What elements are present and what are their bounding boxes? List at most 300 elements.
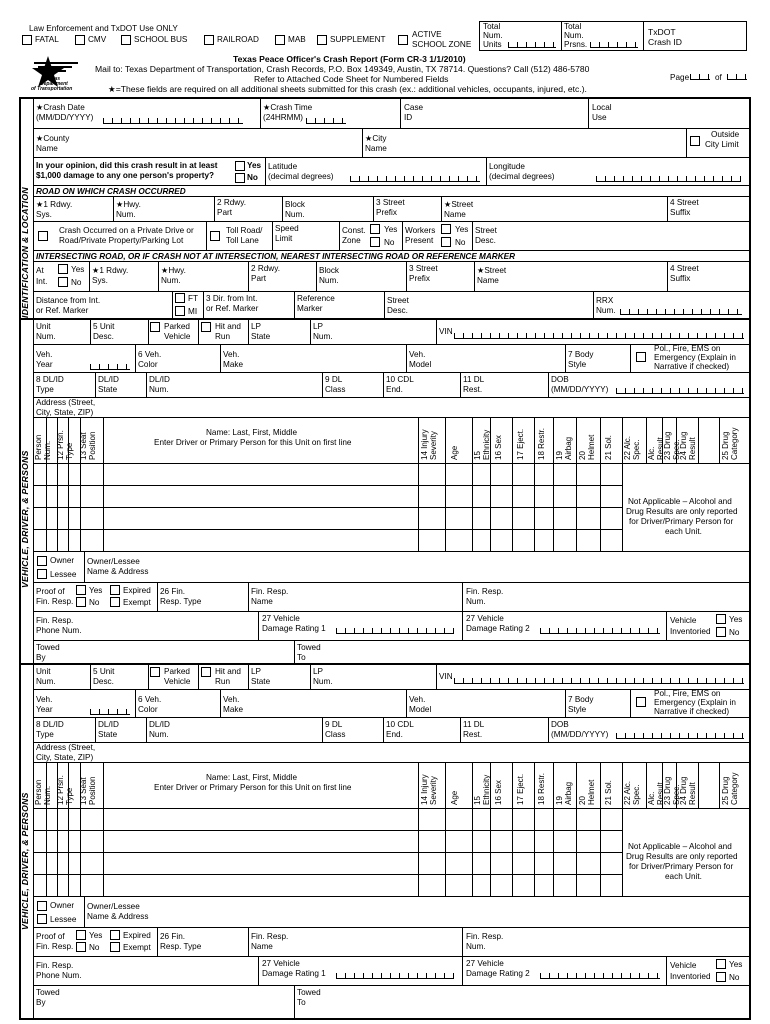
- rdwy-part-label-2: Part: [217, 208, 233, 217]
- int-prefix-label-2: Prefix: [409, 274, 430, 283]
- towed-to-label-2: To: [297, 653, 306, 662]
- school-bus-checkbox[interactable]: [121, 35, 131, 45]
- hit-and-run-checkbox[interactable]: [201, 322, 211, 332]
- damage-rating-2-label: 27 Vehicle: [466, 959, 504, 968]
- towed-by-label: Towed: [36, 988, 60, 997]
- lessee-checkbox[interactable]: [37, 569, 47, 579]
- emergency-label-2: Emergency (Explain in: [654, 698, 736, 707]
- hit-and-run-checkbox[interactable]: [201, 667, 211, 677]
- railroad-label: RAILROAD: [217, 35, 259, 44]
- crash-time-format: (24HRMM): [263, 113, 304, 122]
- damage-no-label: No: [247, 173, 258, 182]
- street-desc-label-2: Desc.: [475, 236, 496, 245]
- damage-rating-1-input[interactable]: [336, 628, 454, 634]
- dir-from-int-label: 3 Dir. from Int.: [206, 294, 258, 303]
- damage-rating-2-input[interactable]: [540, 973, 660, 979]
- name-header-2: Enter Driver or Primary Person for this Unit on first line: [154, 438, 352, 447]
- dl-rest-label-2: Rest.: [463, 385, 483, 394]
- proof-fin-label-2: Fin. Resp.: [36, 942, 74, 951]
- proof-yes-checkbox[interactable]: [76, 930, 86, 940]
- mab-label: MAB: [288, 35, 306, 44]
- at-int-yes-label: Yes: [71, 265, 85, 274]
- lp-state-label-2: State: [251, 677, 271, 686]
- damage-yes-checkbox[interactable]: [235, 161, 245, 171]
- fin-resp-num-label-2: Num.: [466, 597, 486, 606]
- col-alc-spec: 22 Alc. Spec.: [623, 435, 641, 460]
- longitude-label: Longitude: [489, 162, 525, 171]
- emergency-label: Pol., Fire, EMS on: [654, 344, 721, 353]
- cdl-end-label: 10 CDL: [386, 720, 414, 729]
- ref-marker-label-2: Marker: [297, 304, 323, 313]
- col-drug-result: 24 Drug Result: [679, 776, 697, 805]
- txdot-crash-id-label-2: Crash ID: [648, 37, 682, 47]
- inventoried-yes-label: Yes: [729, 615, 743, 624]
- private-property-label: Crash Occurred on a Private Drive or: [59, 226, 194, 235]
- damage-rating-2-label-2: Damage Rating 2: [466, 624, 530, 633]
- inventoried-label: Vehicle: [670, 961, 697, 970]
- col-drug-result: 24 Drug Result: [679, 431, 697, 460]
- name-header-2: Enter Driver or Primary Person for this Unit on first line: [154, 783, 352, 792]
- owner-checkbox[interactable]: [37, 556, 47, 566]
- emergency-checkbox[interactable]: [636, 697, 646, 707]
- crash-time-label: ★Crash Time: [263, 103, 313, 112]
- total-units-input[interactable]: [508, 42, 556, 48]
- rrx-label-2: Num.: [596, 306, 616, 315]
- col-alc-result: Alc. Result: [647, 437, 665, 460]
- damage-yes-label: Yes: [247, 161, 262, 170]
- veh-make-label-2: Make: [223, 705, 244, 714]
- speed-limit-label-2: Limit: [275, 234, 293, 243]
- col-seat-position: 13 Seat Position: [79, 431, 97, 460]
- veh-year-label: Veh.: [36, 695, 53, 704]
- vehicle-side-label-1: VEHICLE, DRIVER, & PERSONS: [20, 450, 30, 588]
- int-prefix-label: 3 Street: [409, 264, 438, 273]
- exempt-label: Exempt: [123, 943, 151, 952]
- parked-vehicle-checkbox[interactable]: [150, 322, 160, 332]
- const-zone-label-2: Zone: [342, 236, 361, 245]
- not-applicable-note-4: each Unit.: [665, 527, 702, 536]
- proof-yes-label: Yes: [89, 586, 103, 595]
- cmv-label: CMV: [88, 35, 107, 44]
- not-applicable-note-3: for Driver/Primary Person for: [629, 517, 734, 526]
- veh-color-label: 6 Veh.: [138, 350, 162, 359]
- veh-model-label: Veh.: [409, 350, 426, 359]
- rrx-label: RRX: [596, 296, 614, 305]
- dl-class-label-2: Class: [325, 385, 346, 394]
- damage-rating-2-label: 27 Vehicle: [466, 614, 504, 623]
- col-sex: 16 Sex: [494, 435, 503, 460]
- total-persons-label: Total: [564, 22, 582, 31]
- veh-model-label-2: Model: [409, 705, 432, 714]
- address-label-2: City, State, ZIP): [36, 408, 94, 417]
- name-header: Name: Last, First, Middle: [206, 428, 297, 437]
- veh-year-input[interactable]: [90, 364, 130, 370]
- proof-no-label: No: [89, 598, 100, 607]
- col-age: Age: [450, 445, 459, 460]
- exempt-checkbox[interactable]: [110, 597, 120, 607]
- page-label: Page: [670, 73, 690, 82]
- lessee-checkbox[interactable]: [37, 914, 47, 924]
- parked-label: Parked: [164, 667, 190, 676]
- veh-year-input[interactable]: [90, 709, 130, 715]
- int-hwy-label-2: Num.: [161, 276, 181, 285]
- rdwy-sys-label-2: Sys.: [36, 210, 52, 219]
- vehicle-side-label-2: VEHICLE, DRIVER, & PERSONS: [20, 792, 30, 930]
- damage-rating-1-label: 27 Vehicle: [262, 614, 300, 623]
- active-school-zone-checkbox[interactable]: [398, 35, 408, 45]
- toll-road-label-2: Toll Lane: [226, 236, 259, 245]
- int-rdwy-sys-label-2: Sys.: [92, 276, 108, 285]
- dl-type-label: 8 DL/ID: [36, 375, 64, 384]
- workers-yes-checkbox[interactable]: [441, 224, 451, 234]
- damage-rating-2-input[interactable]: [540, 628, 660, 634]
- fin-phone-label-2: Phone Num.: [36, 626, 82, 635]
- col-eject: 17 Eject.: [516, 428, 525, 460]
- hwy-num-label-2: Num.: [116, 210, 136, 219]
- not-applicable-note-3: for Driver/Primary Person for: [629, 862, 734, 871]
- exempt-label: Exempt: [123, 598, 151, 607]
- not-applicable-note: Not Applicable – Alcohol and: [628, 497, 732, 506]
- street-name-label-2: Name: [444, 210, 466, 219]
- expired-label: Expired: [123, 586, 151, 595]
- fin-resp-type-label: 26 Fin.: [160, 932, 186, 941]
- int-block-label: Block: [319, 266, 340, 275]
- at-int-yes-checkbox[interactable]: [58, 264, 68, 274]
- street-suffix-label: 4 Street: [670, 198, 699, 207]
- fin-resp-name-label-2: Name: [251, 942, 273, 951]
- veh-year-label-2: Year: [36, 705, 53, 714]
- int-street-desc-label-2: Desc.: [387, 306, 408, 315]
- dl-class-label: 9 DL: [325, 375, 343, 384]
- fin-phone-label: Fin. Resp.: [36, 961, 74, 970]
- total-units-label-3: Units: [483, 40, 502, 49]
- workers-present-label-2: Present: [405, 236, 434, 245]
- hit-run-label: Hit and: [215, 667, 241, 676]
- col-age: Age: [450, 790, 459, 805]
- hit-run-label-2: Run: [215, 332, 231, 341]
- dl-rest-label-2: Rest.: [463, 730, 483, 739]
- intersecting-road-header: INTERSECTING ROAD, OR IF CRASH NOT AT INTERSECTION, NEAREST INTERSECTING ROAD OR REFERENCE MARKER: [36, 252, 515, 261]
- damage-no-checkbox[interactable]: [235, 173, 245, 183]
- proof-fin-label: Proof of: [36, 932, 65, 941]
- case-id-label: Case: [404, 103, 424, 112]
- vin-input[interactable]: [454, 333, 744, 339]
- street-name-label: ★Street: [444, 200, 474, 209]
- not-applicable-note-2: Drug Results are only reported: [626, 852, 738, 861]
- crash-date-label: ★Crash Date: [36, 103, 85, 112]
- col-drug-category: 25 Drug Category: [721, 772, 739, 805]
- not-applicable-note: Not Applicable – Alcohol and: [628, 842, 732, 851]
- owner-checkbox[interactable]: [37, 901, 47, 911]
- use-only-label: Law Enforcement and TxDOT Use ONLY: [29, 24, 178, 33]
- dl-type-label: 8 DL/ID: [36, 720, 64, 729]
- dl-num-label-2: Num.: [149, 730, 169, 739]
- vin-label: VIN: [439, 672, 453, 681]
- fin-resp-name-label: Fin. Resp.: [251, 587, 289, 596]
- vin-label: VIN: [439, 327, 453, 336]
- cdl-end-label-2: End.: [386, 730, 403, 739]
- const-zone-yes-label: Yes: [384, 225, 398, 234]
- damage-question: In your opinion, did this crash result in at least: [36, 161, 218, 170]
- road-section-header: ROAD ON WHICH CRASH OCCURRED: [36, 187, 186, 196]
- fin-resp-num-label: Fin. Resp.: [466, 587, 504, 596]
- proof-yes-checkbox[interactable]: [76, 585, 86, 595]
- ref-marker-label: Reference: [297, 294, 335, 303]
- veh-make-label: Veh.: [223, 350, 240, 359]
- case-id-label-2: ID: [404, 113, 413, 122]
- cdl-end-label: 10 CDL: [386, 375, 414, 384]
- fin-resp-name-label-2: Name: [251, 597, 273, 606]
- unit-desc-label: 5 Unit: [93, 667, 115, 676]
- veh-model-label-2: Model: [409, 360, 432, 369]
- dob-label: DOB: [551, 720, 569, 729]
- rrx-input[interactable]: [620, 309, 742, 315]
- lp-num-label: LP: [313, 667, 324, 676]
- at-int-label: At: [36, 266, 44, 275]
- distance-label: Distance from Int.: [36, 296, 101, 305]
- speed-limit-label: Speed: [275, 224, 299, 233]
- mi-label: MI: [188, 307, 198, 316]
- col-restr: 18 Restr.: [537, 427, 546, 460]
- mi-checkbox[interactable]: [175, 306, 185, 316]
- street-desc-label: Street: [475, 226, 497, 235]
- at-int-no-checkbox[interactable]: [58, 277, 68, 287]
- const-zone-no-checkbox[interactable]: [370, 237, 380, 247]
- page-num-input[interactable]: [690, 74, 710, 80]
- railroad-checkbox[interactable]: [204, 35, 214, 45]
- expired-checkbox[interactable]: [110, 585, 120, 595]
- fin-resp-type-label: 26 Fin.: [160, 587, 186, 596]
- logo-text-3: of Transportation: [31, 86, 73, 92]
- fatal-checkbox[interactable]: [22, 35, 32, 45]
- unit-num-label: Unit: [36, 667, 51, 676]
- inventoried-no-checkbox[interactable]: [716, 627, 726, 637]
- fin-resp-num-label: Fin. Resp.: [466, 932, 504, 941]
- logo-text-2: Department: [40, 81, 68, 87]
- damage-rating-1-label: 27 Vehicle: [262, 959, 300, 968]
- owner-lessee-label: Owner/Lessee: [87, 902, 140, 911]
- block-num-label-2: Num.: [285, 210, 305, 219]
- toll-road-checkbox[interactable]: [210, 231, 220, 241]
- parked-label-2: Vehicle: [164, 332, 191, 341]
- dob-input[interactable]: [616, 733, 744, 739]
- dl-state-label: DL/ID: [98, 720, 119, 729]
- longitude-input[interactable]: [596, 176, 741, 182]
- expired-checkbox[interactable]: [110, 930, 120, 940]
- emergency-label: Pol., Fire, EMS on: [654, 689, 721, 698]
- col-alc-spec: 22 Alc. Spec.: [623, 780, 641, 805]
- unit-num-label-2: Num.: [36, 677, 56, 686]
- mab-checkbox[interactable]: [275, 35, 285, 45]
- vin-input[interactable]: [454, 678, 744, 684]
- int-rdwy-sys-label: ★1 Rdwy.: [92, 266, 129, 275]
- damage-rating-1-label-2: Damage Rating 1: [262, 969, 326, 978]
- school-bus-label: SCHOOL BUS: [134, 35, 188, 44]
- dl-rest-label: 11 DL: [463, 375, 485, 384]
- int-suffix-label-2: Suffix: [670, 274, 691, 283]
- hit-run-label-2: Run: [215, 677, 231, 686]
- int-rdwy-part-label: 2 Rdwy.: [251, 264, 280, 273]
- toll-road-label: Toll Road/: [226, 226, 263, 235]
- const-zone-yes-checkbox[interactable]: [370, 224, 380, 234]
- block-num-label: Block: [285, 200, 306, 209]
- lp-num-label-2: Num.: [313, 332, 333, 341]
- distance-label-2: or Ref. Marker: [36, 306, 89, 315]
- street-prefix-label: 3 Street: [376, 198, 405, 207]
- damage-rating-1-input[interactable]: [336, 973, 454, 979]
- owner-lessee-label-2: Name & Address: [87, 567, 149, 576]
- fin-phone-label: Fin. Resp.: [36, 616, 74, 625]
- parked-vehicle-checkbox[interactable]: [150, 667, 160, 677]
- col-seat-position: 13 Seat Position: [79, 776, 97, 805]
- address-label-2: City, State, ZIP): [36, 753, 94, 762]
- hit-run-label: Hit and: [215, 322, 241, 331]
- latitude-label: Latitude: [268, 162, 298, 171]
- col-eject: 17 Eject.: [516, 773, 525, 805]
- dl-state-label: DL/ID: [98, 375, 119, 384]
- lp-state-label: LP: [251, 667, 262, 676]
- col-sex: 16 Sex: [494, 780, 503, 805]
- unit-desc-label: 5 Unit: [93, 322, 115, 331]
- col-airbag: 19 Airbag: [555, 436, 573, 460]
- logo-text-1: Texas: [46, 76, 60, 82]
- dob-label-2: (MM/DD/YYYY): [551, 385, 609, 394]
- ft-label: FT: [188, 294, 199, 303]
- county-name-label: Name: [36, 144, 58, 153]
- veh-model-label: Veh.: [409, 695, 426, 704]
- lp-state-label-2: State: [251, 332, 271, 341]
- outside-city-label: Outside: [711, 130, 740, 139]
- inventoried-label: Vehicle: [670, 616, 697, 625]
- body-style-label-2: Style: [568, 705, 587, 714]
- refer-note: Refer to Attached Code Sheet for Numbered Fields: [254, 74, 449, 84]
- parked-label-2: Vehicle: [164, 677, 191, 686]
- ft-checkbox[interactable]: [175, 293, 185, 303]
- const-zone-no-label: No: [384, 238, 395, 247]
- emergency-checkbox[interactable]: [636, 352, 646, 362]
- supplement-label: SUPPLEMENT: [330, 35, 386, 44]
- dl-type-label-2: Type: [36, 730, 54, 739]
- total-units-label: Total: [483, 22, 501, 31]
- crash-date-format: (MM/DD/YYYY): [36, 113, 94, 122]
- fin-resp-name-label: Fin. Resp.: [251, 932, 289, 941]
- inventoried-no-checkbox[interactable]: [716, 972, 726, 982]
- inventoried-yes-checkbox[interactable]: [716, 614, 726, 624]
- school-zone-label: SCHOOL ZONE: [412, 40, 472, 49]
- cdl-end-label-2: End.: [386, 385, 403, 394]
- lp-state-label: LP: [251, 322, 262, 331]
- emergency-label-2: Emergency (Explain in: [654, 353, 736, 362]
- dob-label-2: (MM/DD/YYYY): [551, 730, 609, 739]
- veh-year-label: Veh.: [36, 350, 53, 359]
- lessee-label: Lessee: [50, 915, 77, 924]
- col-helmet: 20 Helmet: [578, 779, 596, 805]
- veh-make-label-2: Make: [223, 360, 244, 369]
- col-sol: 21 Sol.: [604, 435, 613, 460]
- unit-desc-label-2: Desc.: [93, 677, 114, 686]
- active-label: ACTIVE: [412, 30, 442, 39]
- int-street-label: ★Street: [477, 266, 507, 275]
- crash-time-input[interactable]: [306, 118, 346, 124]
- body-style-label: 7 Body: [568, 695, 594, 704]
- emergency-label-3: Narrative if checked): [654, 707, 730, 716]
- fatal-label: FATAL: [35, 35, 59, 44]
- workers-no-checkbox[interactable]: [441, 237, 451, 247]
- col-helmet: 20 Helmet: [578, 434, 596, 460]
- dl-num-label-2: Num.: [149, 385, 169, 394]
- lp-num-label: LP: [313, 322, 324, 331]
- owner-lessee-label-2: Name & Address: [87, 912, 149, 921]
- at-int-no-label: No: [71, 278, 82, 287]
- towed-by-label: Towed: [36, 643, 60, 652]
- dob-label: DOB: [551, 375, 569, 384]
- veh-make-label: Veh.: [223, 695, 240, 704]
- dl-state-label-2: State: [98, 730, 118, 739]
- proof-no-checkbox[interactable]: [76, 597, 86, 607]
- latitude-input[interactable]: [350, 176, 480, 182]
- total-persons-label-2: Num.: [564, 31, 584, 40]
- fin-phone-label-2: Phone Num.: [36, 971, 82, 980]
- int-block-label-2: Num.: [319, 276, 339, 285]
- id-location-side-label: IDENTIFICATION & LOCATION: [20, 187, 30, 318]
- int-suffix-label: 4 Street: [670, 264, 699, 273]
- dl-num-label: DL/ID: [149, 720, 170, 729]
- private-property-checkbox[interactable]: [38, 231, 48, 241]
- cmv-checkbox[interactable]: [75, 35, 85, 45]
- fin-resp-type-label-2: Resp. Type: [160, 597, 202, 606]
- dl-class-label: 9 DL: [325, 720, 343, 729]
- proof-fin-label: Proof of: [36, 587, 65, 596]
- col-prsn-type: 12 Prsn. Type: [56, 430, 74, 460]
- outside-city-checkbox[interactable]: [690, 136, 700, 146]
- total-persons-input[interactable]: [590, 42, 638, 48]
- proof-no-checkbox[interactable]: [76, 942, 86, 952]
- street-suffix-label-2: Suffix: [670, 208, 691, 217]
- veh-color-label-2: Color: [138, 705, 158, 714]
- damage-rating-2-label-2: Damage Rating 2: [466, 969, 530, 978]
- exempt-checkbox[interactable]: [110, 942, 120, 952]
- crash-date-input[interactable]: [103, 118, 243, 124]
- col-person-num: Person Num.: [34, 434, 52, 460]
- form-title: Texas Peace Officer's Crash Report (Form CR-3 1/1/2010): [233, 54, 466, 64]
- proof-no-label: No: [89, 943, 100, 952]
- owner-label: Owner: [50, 556, 75, 565]
- total-persons-label-3: Prsns.: [564, 40, 588, 49]
- expired-label: Expired: [123, 931, 151, 940]
- outside-city-label-2: City Limit: [705, 140, 739, 149]
- dl-type-label-2: Type: [36, 385, 54, 394]
- parked-label: Parked: [164, 322, 190, 331]
- unit-num-label: Unit: [36, 322, 51, 331]
- dob-input[interactable]: [616, 388, 744, 394]
- page-total-input[interactable]: [727, 74, 747, 80]
- dir-from-int-label-2: or Ref. Marker: [206, 304, 259, 313]
- local-use-label-2: Use: [592, 113, 607, 122]
- veh-color-label: 6 Veh.: [138, 695, 162, 704]
- private-property-label-2: Road/Private Property/Parking Lot: [59, 236, 184, 245]
- supplement-checkbox[interactable]: [317, 35, 327, 45]
- col-drug-spec: 23 Drug Spec.: [663, 431, 681, 460]
- rdwy-part-label: 2 Rdwy.: [217, 198, 246, 207]
- const-zone-label: Const.: [342, 226, 366, 235]
- inventoried-yes-checkbox[interactable]: [716, 959, 726, 969]
- inventoried-label-2: Inventoried: [670, 627, 711, 636]
- owner-label: Owner: [50, 901, 75, 910]
- inventoried-no-label: No: [729, 973, 740, 982]
- inventoried-label-2: Inventoried: [670, 972, 711, 981]
- towed-by-label-2: By: [36, 653, 46, 662]
- at-int-label-2: Int.: [36, 277, 48, 286]
